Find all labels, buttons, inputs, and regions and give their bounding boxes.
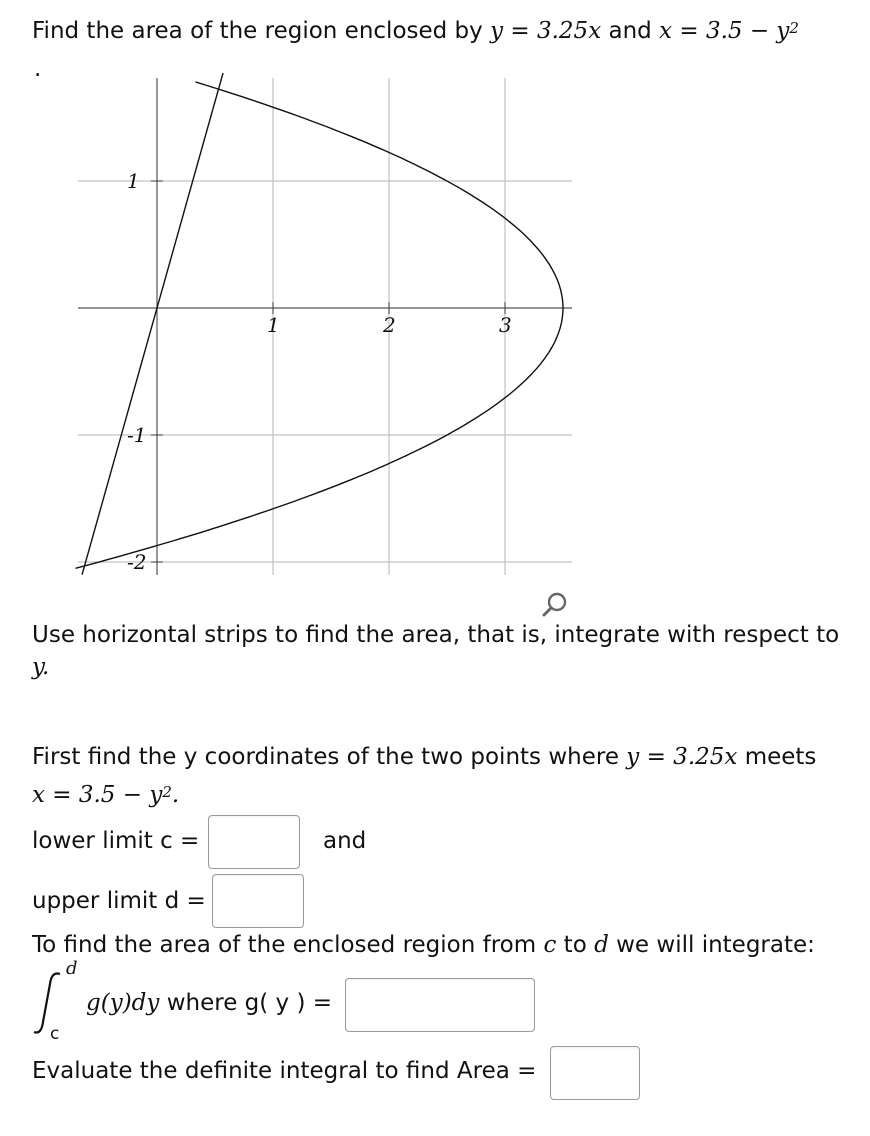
part1-equation: $x = 3.5 - y^2$. (32, 782, 180, 808)
line-curve (82, 73, 223, 575)
y-tick-label: -1 (127, 423, 147, 447)
area-input[interactable] (550, 1046, 640, 1100)
y-tick-label: 1 (127, 169, 140, 193)
x-tick-label: 2 (383, 313, 396, 337)
magnifier-icon[interactable] (540, 590, 570, 624)
y-tick-label: -2 (127, 550, 147, 574)
integral-sign (32, 960, 92, 1040)
graph-tick-labels (127, 169, 512, 574)
lower-limit-input[interactable] (208, 815, 300, 869)
equation-parabola: $x = 3.5 - y^2$ (659, 18, 799, 44)
integral-upper-limit: d (66, 958, 78, 979)
graph-curves (76, 73, 564, 575)
upper-limit-label: upper limit d = (32, 888, 206, 914)
integral-expression: g(y)dy where g( y ) = (86, 990, 333, 1016)
part1-text: First find the y coordinates of the two points where y = 3.25x meets (32, 744, 817, 770)
upper-limit-input[interactable] (212, 874, 304, 928)
lower-limit-label: lower limit c = (32, 828, 200, 854)
instructions-line1: Use horizontal strips to find the area, that is, integrate with respect to (32, 622, 840, 648)
region-graph (50, 70, 590, 580)
x-tick-label: 1 (267, 313, 280, 337)
part2-text: To find the area of the enclosed region from c to d we will integrate: (32, 932, 815, 958)
question-text: Find the area of the region enclosed by y = 3.25x and $x = 3.5 - y^2$ (32, 18, 799, 44)
instructions-line2: y. (32, 654, 50, 680)
x-tick-label: 3 (499, 313, 512, 337)
parabola-curve (76, 82, 564, 568)
equation-line: y = 3.25x (490, 18, 602, 44)
g-function-input[interactable] (345, 978, 535, 1032)
integral-lower-limit: c (50, 1024, 60, 1044)
question-bullet: . (34, 56, 42, 82)
and-label: and (323, 828, 367, 854)
area-label: Evaluate the definite integral to find Area = (32, 1058, 537, 1084)
